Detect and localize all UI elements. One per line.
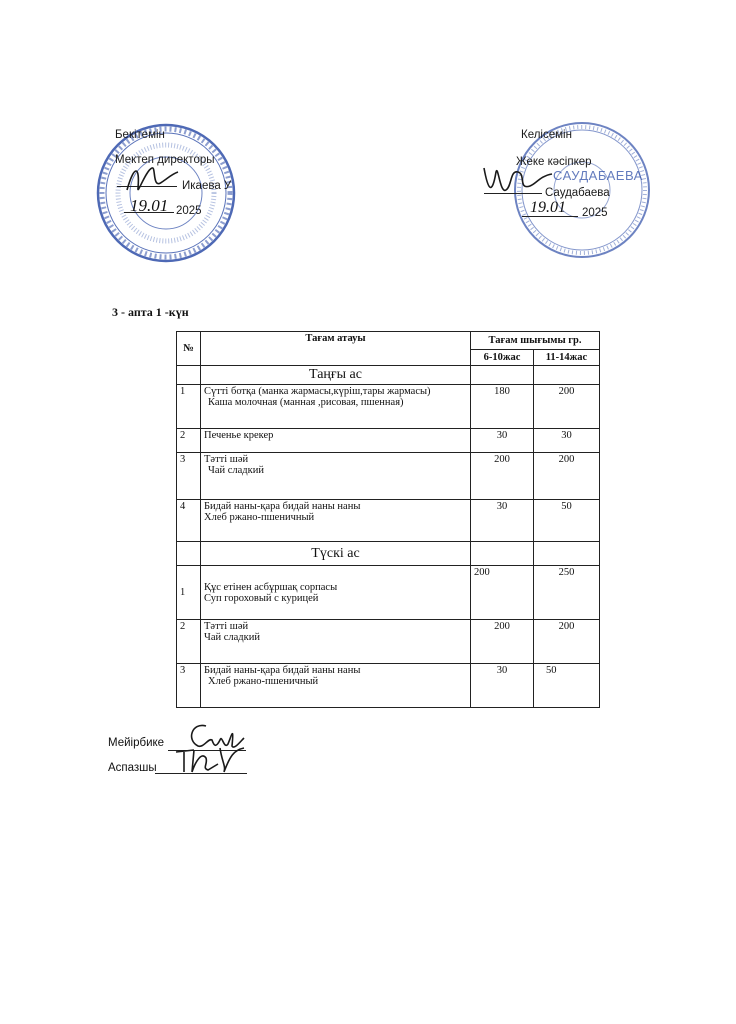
entrepreneur-date-handwritten: 19.01 (530, 199, 566, 216)
yield-11-14: 50 (534, 664, 600, 708)
page-title: 3 - апта 1 -күн (112, 305, 189, 319)
col-age-6-10-header: 6-10жас (471, 350, 534, 366)
director-signature (122, 160, 182, 200)
dish-name-kz: Сүтті ботқа (манка жармасы,күріш,тары жармасы) (204, 386, 431, 397)
entrepreneur-date-year: 2025 (582, 207, 608, 219)
director-name: Икаева У (182, 180, 232, 192)
stamp-name: САУДАБАЕВА (553, 168, 643, 183)
entrepreneur-name: Саудабаева (545, 187, 610, 199)
table-row (177, 664, 600, 708)
menu-table (176, 331, 600, 708)
yield-6-10: 200 (471, 453, 534, 500)
director-label: Мектеп директоры (115, 154, 215, 166)
table-row (177, 566, 600, 620)
yield-11-14: 250 (534, 566, 600, 620)
yield-6-10: 30 (471, 429, 534, 453)
dish-name-ru: Суп гороховый с курицей (204, 592, 319, 604)
yield-6-10: 200 (471, 620, 534, 664)
entrepreneur-date-line (522, 216, 578, 217)
table-row (177, 429, 600, 453)
row-number: 4 (177, 500, 201, 542)
table-row (177, 453, 600, 500)
dish-name-kz: Құс етінен асбұршақ сорпасы (204, 581, 338, 593)
yield-11-14: 200 (534, 453, 600, 500)
section-title-lunch: Түскі ас (201, 542, 471, 566)
dish-name-ru: Хлеб ржано-пшеничный (208, 676, 319, 687)
dish-name-ru: Чай сладкий (204, 632, 260, 643)
dish-name-kz: Бидай наны-қара бидай наны наны (204, 501, 361, 512)
col-dish-name-header: Тағам атауы (201, 332, 471, 366)
director-date-line (124, 212, 174, 213)
yield-11-14: 50 (534, 500, 600, 542)
table-row (177, 385, 600, 429)
dish-name-kz: Тәтті шәй (204, 454, 249, 465)
entrepreneur-label: Жеке кәсіпкер (516, 156, 592, 168)
row-number: 3 (177, 453, 201, 500)
col-yield-header: Тағам шығымы гр. (471, 332, 600, 350)
row-number: 3 (177, 664, 201, 708)
col-age-11-14-header: 11-14жас (534, 350, 600, 366)
dish-name-ru: Хлеб ржано-пшеничный (204, 512, 315, 523)
yield-6-10: 30 (471, 500, 534, 542)
row-number: 2 (177, 620, 201, 664)
row-number: 2 (177, 429, 201, 453)
director-date-handwritten: 19.01 (130, 196, 169, 215)
yield-6-10: 30 (471, 664, 534, 708)
yield-11-14: 30 (534, 429, 600, 453)
yield-6-10: 200 (471, 566, 534, 620)
yield-11-14: 200 (534, 385, 600, 429)
nurse-label: Мейірбике (108, 737, 165, 749)
dish-name-kz: Тәтті шәй (204, 621, 249, 632)
agree-label: Келісемін (521, 129, 572, 141)
col-number-header: № (177, 332, 201, 366)
row-number: 1 (177, 566, 201, 620)
dish-name-ru: Чай сладкий (208, 465, 264, 476)
row-number: 1 (177, 385, 201, 429)
dish-name-kz: Бидай наны-қара бидай наны наны (204, 665, 361, 676)
table-row (177, 500, 600, 542)
yield-11-14: 200 (534, 620, 600, 664)
dish-name-kz: Печенье крекер (204, 430, 274, 441)
cook-signature (172, 742, 248, 778)
dish-name-ru: Каша молочная (манная ,рисовая, пшенная) (208, 397, 404, 408)
table-row (177, 620, 600, 664)
yield-6-10: 180 (471, 385, 534, 429)
section-title-breakfast: Таңғы ас (201, 366, 471, 385)
approve-label: Бекітемін (115, 129, 165, 141)
cook-label: Аспазшы (108, 762, 157, 774)
director-date-year: 2025 (176, 205, 202, 217)
